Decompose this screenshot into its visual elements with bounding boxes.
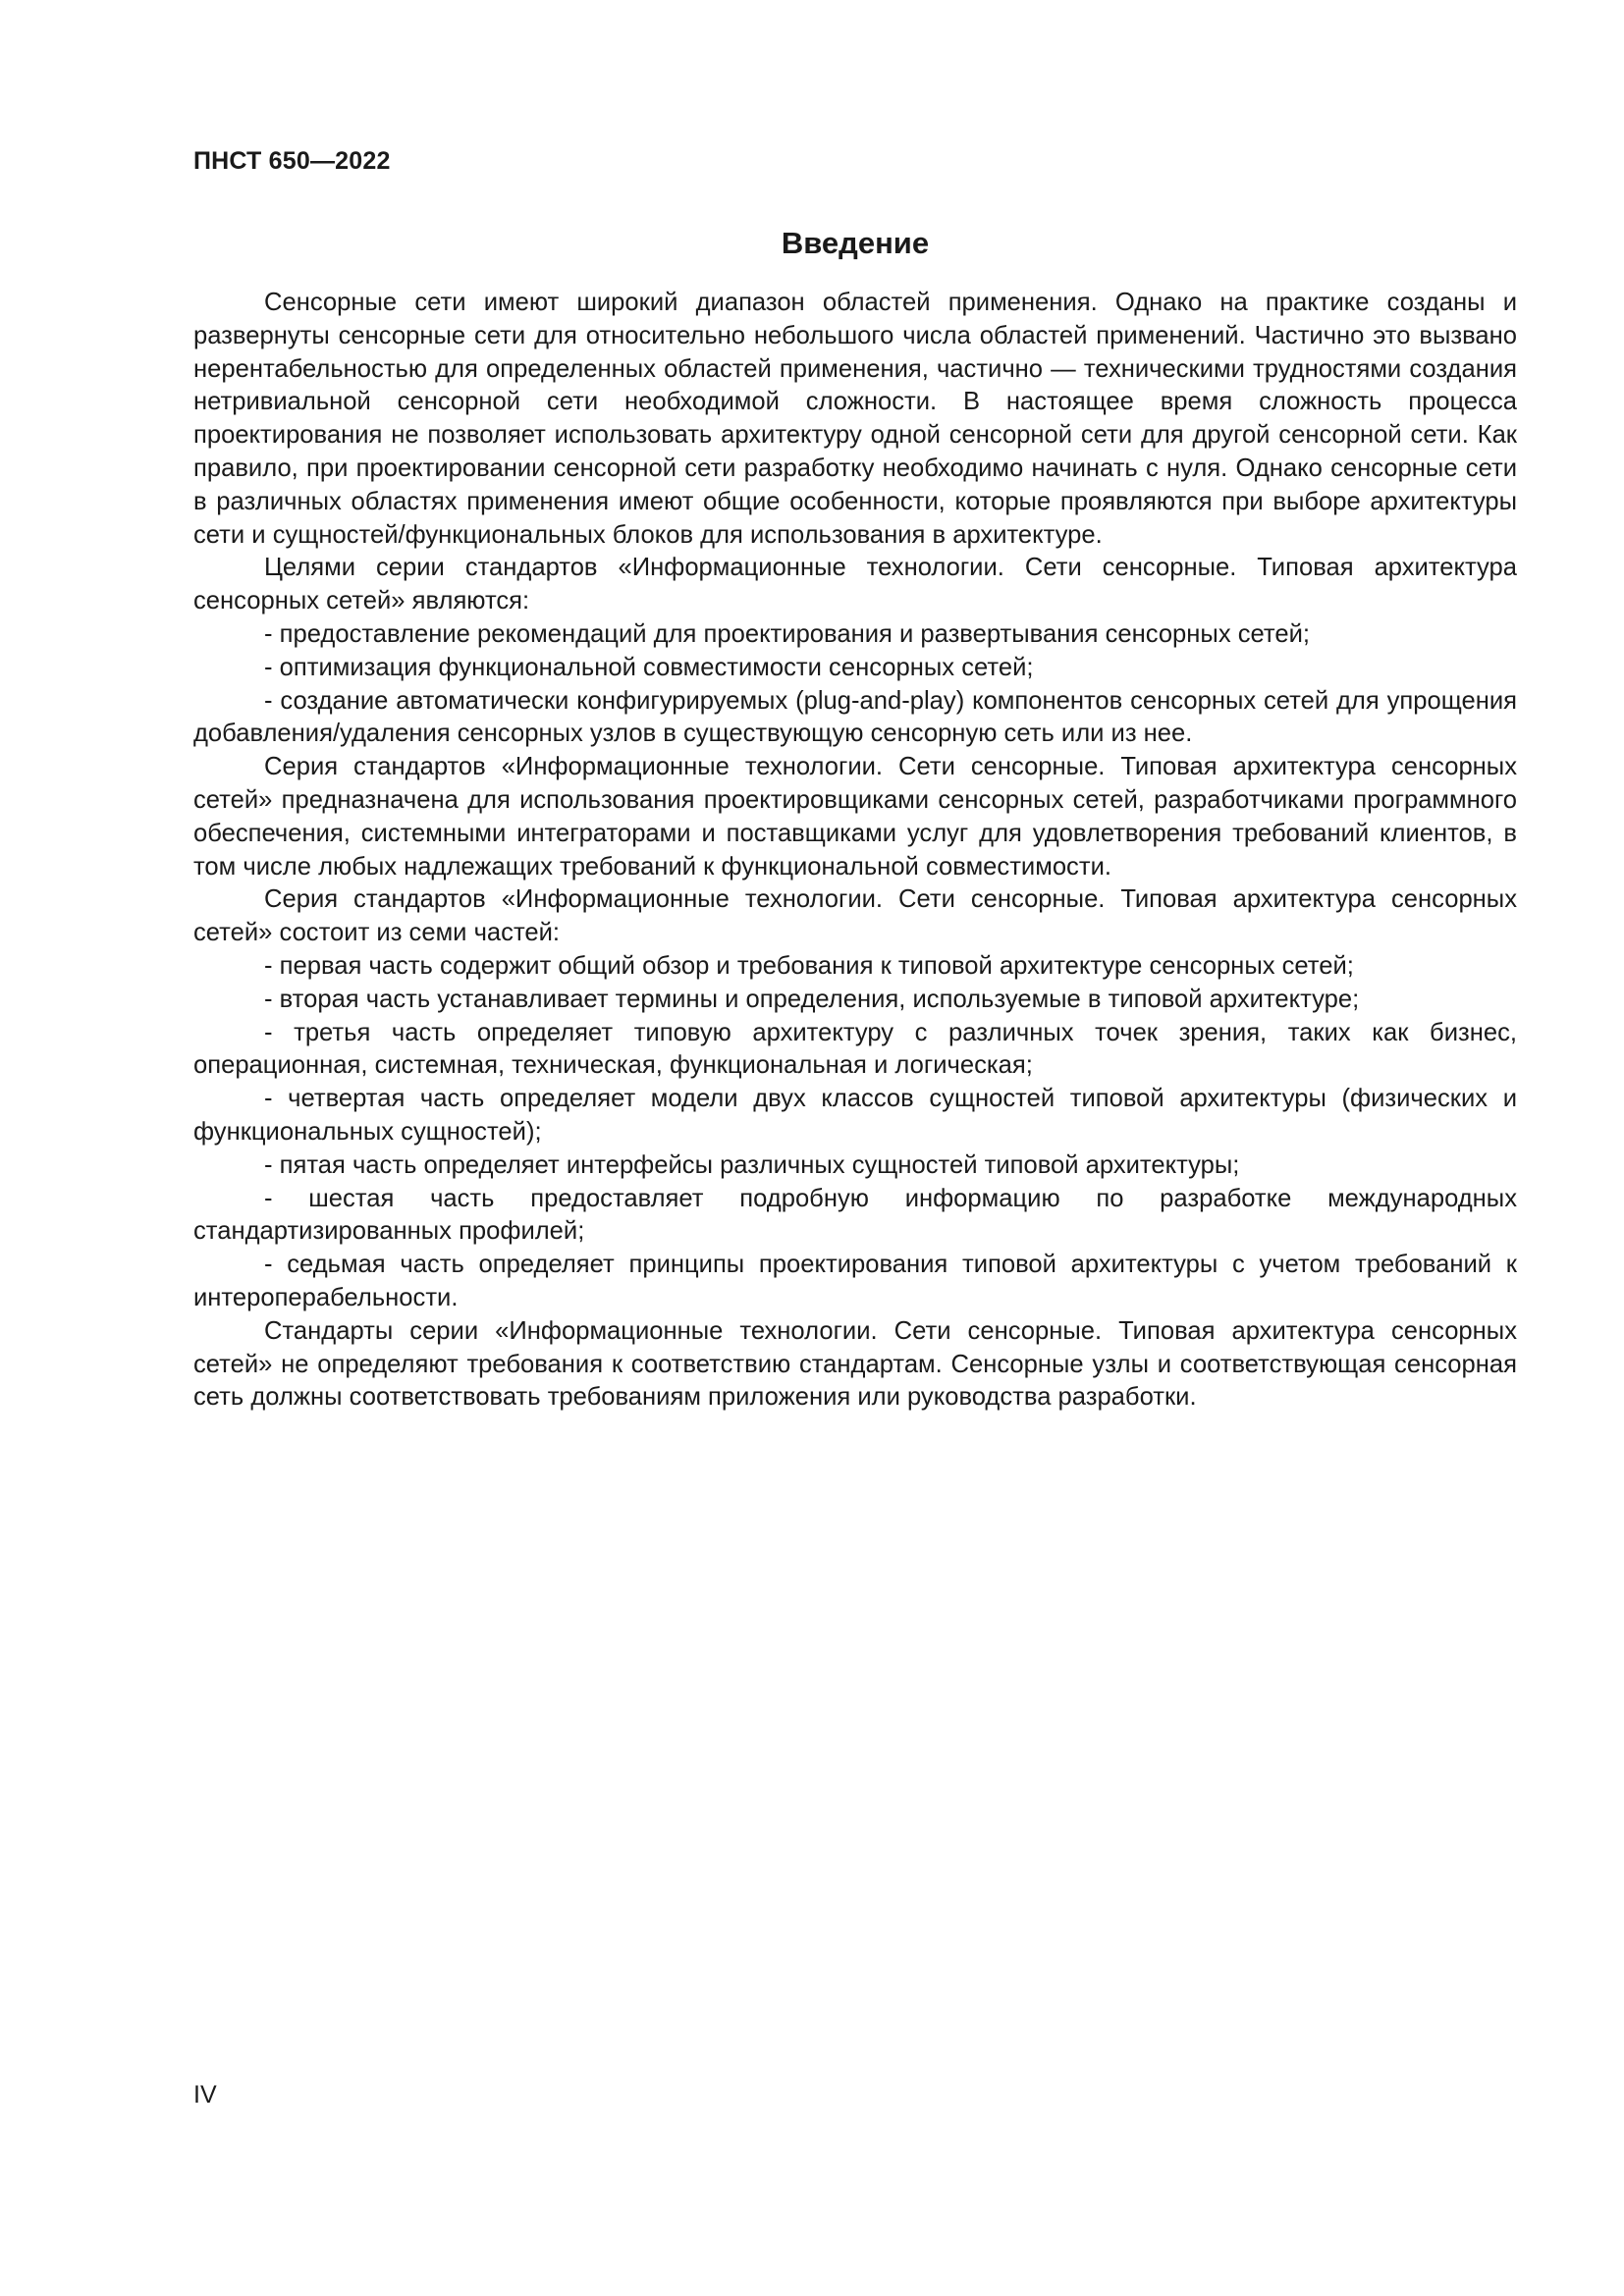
document-id: ПНСТ 650—2022 bbox=[193, 147, 391, 175]
paragraph: Серия стандартов «Информационные технологии. Сети сенсорные. Типовая архитектура сенсорных сетей» предназначена для использования проектировщиками сенсорных сетей, разработчиками программного обеспечения, системными интеграторами и поставщиками услуг для удовлетворения требований клиентов, в том числе любых надлежащих требований к функциональной совместимости. bbox=[193, 753, 1517, 881]
paragraph: Сенсорные сети имеют широкий диапазон областей применения. Однако на практике созданы и развернуты сенсорные сети для относительно небольшого числа областей применений. Частично это вызвано нерентабельностью для определенных областей применения, частично — техническими трудностями создания нетривиальной сенсорной сети необходимой сложности. В настоящее время сложность процесса проектирования не позволяет использовать архитектуру одной сенсорной сети для другой сенсорной сети. Как правило, при проектировании сенсорной сети разработку необходимо начинать с нуля. Однако сенсорные сети в различных областях применения имеют общие особенности, которые проявляются при выборе архитектуры сети и сущностей/функциональных блоков для использования в архитектуре. bbox=[193, 289, 1517, 549]
list-item: - четвертая часть определяет модели двух классов сущностей типовой архитектуры (физических и функциональных сущностей); bbox=[193, 1085, 1517, 1146]
list-item: - оптимизация функциональной совместимости сенсорных сетей; bbox=[264, 653, 1034, 681]
list-item: - предоставление рекомендаций для проектирования и развертывания сенсорных сетей; bbox=[264, 619, 1310, 648]
list-item: - седьмая часть определяет принципы проектирования типовой архитектуры с учетом требований к интероперабельности. bbox=[193, 1251, 1517, 1311]
list-item: - третья часть определяет типовую архитектуру с различных точек зрения, таких как бизнес, операционная, системная, техническая, функциональная и логическая; bbox=[193, 1018, 1517, 1080]
page-number: IV bbox=[193, 2081, 217, 2109]
section-title: Введение bbox=[781, 226, 930, 260]
list-item: - первая часть содержит общий обзор и требования к типовой архитектуре сенсорных сетей; bbox=[264, 951, 1354, 980]
paragraph: Целями серии стандартов «Информационные технологии. Сети сенсорные. Типовая архитектура сенсорных сетей» являются: bbox=[193, 554, 1517, 615]
paragraph: Серия стандартов «Информационные технологии. Сети сенсорные. Типовая архитектура сенсорных сетей» состоит из семи частей: bbox=[193, 885, 1517, 947]
list-item: - пятая часть определяет интерфейсы различных сущностей типовой архитектуры; bbox=[264, 1150, 1240, 1179]
list-item: - создание автоматически конфигурируемых (plug-and-play) компонентов сенсорных сетей для упрощения добавления/удаления сенсорных узлов в существующую сенсорную сеть или из нее. bbox=[193, 686, 1517, 748]
body-text bbox=[193, 287, 1517, 1415]
list-item: - вторая часть устанавливает термины и определения, используемые в типовой архитектуре; bbox=[264, 985, 1360, 1013]
paragraph: Стандарты серии «Информационные технологии. Сети сенсорные. Типовая архитектура сенсорных сетей» не определяют требования к соответствию стандартам. Сенсорные узлы и соответствующая сенсорная сеть должны соответствовать требованиям приложения или руководства разработки. bbox=[193, 1316, 1517, 1412]
list-item: - шестая часть предоставляет подробную информацию по разработке международных стандартизированных профилей; bbox=[193, 1184, 1517, 1246]
